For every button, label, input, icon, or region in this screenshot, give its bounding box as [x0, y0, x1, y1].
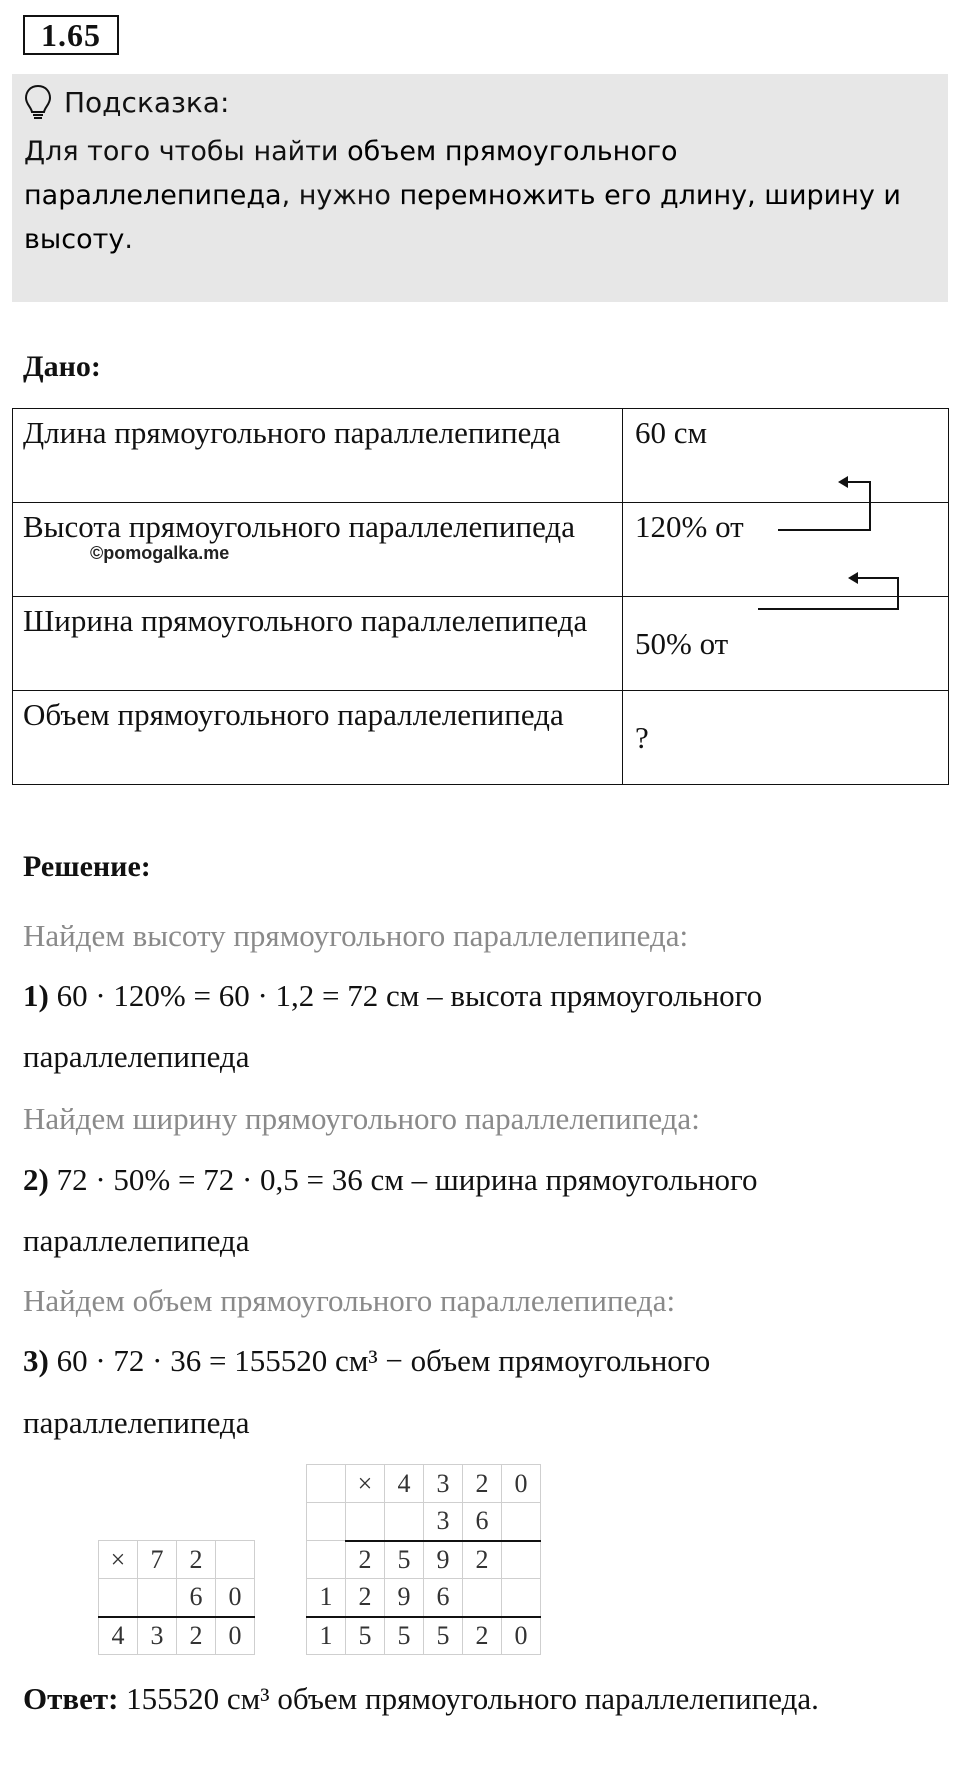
arrow-height-to-length: [778, 482, 870, 530]
calc-cell: 5: [424, 1617, 463, 1655]
calc-cell: [138, 1579, 177, 1617]
hint-bold-volume: объем прямоугольного параллелепипеда: [24, 136, 678, 211]
step-1-continuation: параллелепипеда: [23, 1039, 250, 1074]
calc-cell: 3: [424, 1503, 463, 1541]
solution-heading: Решение:: [23, 850, 151, 883]
calc-cell: 7: [138, 1541, 177, 1579]
step-3-continuation: параллелепипеда: [23, 1405, 250, 1440]
calc-cell: [346, 1503, 385, 1541]
step-2-expression: 2) 72 · 50% = 72 · 0,5 = 36 см – ширина прямоугольного: [23, 1162, 758, 1197]
table-cell-value: 120% от: [623, 503, 949, 597]
calc-cell: [307, 1541, 346, 1579]
calc-cell: [216, 1541, 255, 1579]
answer-text: 155520 см³ объем прямоугольного параллелепипеда.: [118, 1681, 819, 1716]
answer: [23, 1668, 923, 1730]
arrow-width-to-height: [758, 578, 898, 609]
arrowhead: [848, 572, 858, 584]
answer-label: Ответ:: [23, 1681, 119, 1716]
watermark: ©pomogalka.me: [90, 543, 230, 563]
calc-row: [99, 1579, 255, 1617]
calc-cell: 5: [385, 1541, 424, 1579]
problem-number: 1.65: [23, 15, 119, 55]
calc-cell: 4: [385, 1465, 424, 1503]
step-3-expression: 3) 60 · 72 · 36 = 155520 см³ − объем прямоугольного: [23, 1343, 711, 1378]
calc-row: [307, 1617, 541, 1655]
calc-cell: [307, 1465, 346, 1503]
column-multiplication-1: [98, 1540, 255, 1655]
calc-cell: 5: [385, 1617, 424, 1655]
step-1-expression: 1) 60 · 120% = 60 · 1,2 = 72 см – высота прямоугольного: [23, 978, 763, 1013]
table-row: [13, 691, 949, 785]
calc-cell: 0: [216, 1579, 255, 1617]
calc-row: [99, 1617, 255, 1655]
calc-cell: 9: [385, 1579, 424, 1617]
calc-cell: [385, 1503, 424, 1541]
calc-cell: 2: [346, 1579, 385, 1617]
reference-arrows: [0, 0, 960, 700]
calc-cell: 2: [463, 1617, 502, 1655]
hint-bold-multiply: перемножить его длину, ширину и высоту: [24, 180, 901, 255]
calc-cell: 0: [502, 1465, 541, 1503]
calc-cell: 9: [424, 1541, 463, 1579]
calc-cell: 0: [502, 1617, 541, 1655]
calc-row: [307, 1503, 541, 1541]
calc-cell: 3: [424, 1465, 463, 1503]
table-cell-label: Ширина прямоугольного параллелепипеда: [13, 597, 623, 691]
calc-cell: 1: [307, 1617, 346, 1655]
calc-row: [307, 1541, 541, 1579]
table-cell-value: 60 см: [623, 409, 949, 503]
calc-row: [307, 1579, 541, 1617]
calc-cell: 2: [346, 1541, 385, 1579]
calc-cell: 3: [138, 1617, 177, 1655]
calc-cell: [502, 1579, 541, 1617]
column-multiplication-2: [306, 1464, 541, 1655]
calc-cell: 1: [307, 1579, 346, 1617]
calc-cell: ×: [99, 1541, 138, 1579]
hint-title-label: Подсказка:: [64, 86, 230, 119]
calc-cell: 5: [346, 1617, 385, 1655]
calc-cell: 6: [424, 1579, 463, 1617]
hint-text: Для того чтобы найти объем прямоугольного параллелепипеда, нужно перемножить его длину, ширину и высоту.: [24, 136, 901, 255]
calc-row: [307, 1465, 541, 1503]
table-cell-label: Высота прямоугольного параллелепипеда: [13, 503, 623, 597]
table-cell-value: 50% от: [623, 597, 949, 691]
given-heading: Дано:: [23, 350, 101, 383]
arrowhead: [838, 476, 848, 488]
step-2-intro: Найдем ширину прямоугольного параллелепипеда:: [23, 1101, 700, 1136]
calc-cell: 6: [463, 1503, 502, 1541]
table-cell-value: ?: [623, 691, 949, 785]
step-2-continuation: параллелепипеда: [23, 1223, 250, 1258]
calc-cell: 2: [177, 1617, 216, 1655]
calc-cell: [307, 1503, 346, 1541]
calc-cell: [502, 1503, 541, 1541]
calc-row: [99, 1541, 255, 1579]
calc-cell: ×: [346, 1465, 385, 1503]
step-3-intro: Найдем объем прямоугольного параллелепипеда:: [23, 1283, 676, 1318]
calc-cell: 2: [463, 1465, 502, 1503]
calc-cell: [99, 1579, 138, 1617]
table-cell-label: Объем прямоугольного параллелепипеда: [13, 691, 623, 785]
calc-cell: 0: [216, 1617, 255, 1655]
calc-cell: 2: [177, 1541, 216, 1579]
calc-cell: [502, 1541, 541, 1579]
calc-cell: 6: [177, 1579, 216, 1617]
calc-cell: 2: [463, 1541, 502, 1579]
table-cell-label: Длина прямоугольного параллелепипеда: [13, 409, 623, 503]
calc-cell: [463, 1579, 502, 1617]
step-1-intro: Найдем высоту прямоугольного параллелепипеда:: [23, 918, 689, 953]
calc-cell: 4: [99, 1617, 138, 1655]
